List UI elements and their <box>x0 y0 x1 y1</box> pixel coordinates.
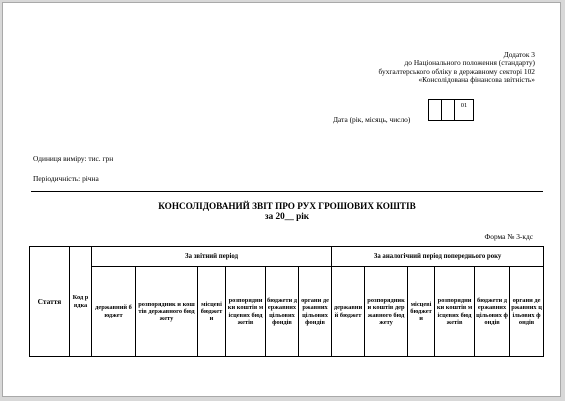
table-subheader-row <box>30 267 544 357</box>
annex-note <box>379 51 535 85</box>
column-header: бюджети державних цільових фондів <box>266 267 299 357</box>
date-box-year <box>428 99 442 121</box>
report-title-main: КОНСОЛІДОВАНИЙ ЗВІТ ПРО РУХ ГРОШОВИХ КОШТІВ <box>158 201 416 211</box>
date-box-month <box>441 99 455 121</box>
header-current-period: За звітний період <box>92 247 332 267</box>
header-line-code: Код рядка <box>70 247 92 357</box>
column-header: розпорядники коштів місцевих бюджетів <box>226 267 266 357</box>
column-header: розпорядник и коштів державного бюджету <box>136 267 198 357</box>
cash-flow-table <box>29 246 544 357</box>
column-header: державний бюджет <box>92 267 136 357</box>
annex-line: бухгалтерського обліку в державному секторі 102 <box>378 66 535 76</box>
report-title <box>31 201 543 221</box>
form-number: Форма № 3-кдс <box>484 232 533 241</box>
annex-line: «Консолідована фінансова звітність» <box>418 75 535 85</box>
column-header: розпорядники коштів місцевих бюджетів <box>435 267 475 357</box>
unit-of-measure: Одиниця виміру: тис. грн <box>33 154 114 163</box>
annex-line: до Національного положення (стандарту) <box>404 58 535 68</box>
document-page <box>2 2 561 397</box>
column-header: місцеві бюджети <box>408 267 435 357</box>
periodicity: Періодичність: річна <box>33 174 99 183</box>
column-header: місцеві бюджети <box>198 267 226 357</box>
table-header-row <box>30 247 544 267</box>
report-title-year: за 20__ рік <box>264 211 310 221</box>
annex-line: Додаток 3 <box>503 50 535 59</box>
separator-line <box>31 191 543 192</box>
date-code-boxes <box>429 99 474 121</box>
date-label: Дата (рік, місяць, число) <box>333 115 411 124</box>
column-header: державний бюджет <box>332 267 365 357</box>
column-header: органи державних цільових фондів <box>299 267 332 357</box>
date-box-day: 01 <box>454 99 474 121</box>
header-article: Стаття <box>30 247 70 357</box>
column-header: розпорядники коштів державного бюджету <box>365 267 408 357</box>
header-previous-period: За аналогічний період попереднього року <box>332 247 544 267</box>
column-header: органи державних цільових фондів <box>510 267 544 357</box>
column-header: бюджети державних цільових фондів <box>475 267 510 357</box>
